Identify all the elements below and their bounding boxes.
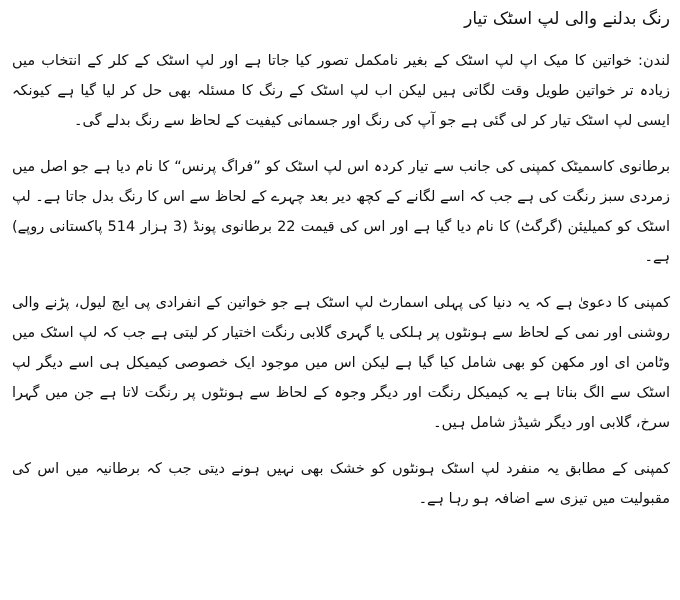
article	[12, 6, 670, 530]
article-paragraph-3: کمپنی کا دعویٰ ہے کہ یہ دنیا کی پہلی اسمارٹ لپ اسٹک ہے جو خواتین کے انفرادی پی ایچ لیول، پڑنے والی روشنی اور نمی کے لحاظ سے ہونٹوں پر ہلکی یا گہری گلابی رنگت اختیار کر لیتی ہے جب کہ لپ اسٹک میں وٹامن ای اور مکھن کو بھی شامل کیا گیا ہے لیکن اس میں موجود ایک خصوصی کیمیکل ہی اسے دیگر لپ اسٹک سے الگ بناتا ہے یہ کیمیکل رنگت اور دیگر وجوہ کے لحاظ سے ہونٹوں پر رنگت لاتا ہے جن میں گہرا سرخ، گلابی اور دیگر شیڈز شامل ہیں۔	[12, 295, 670, 431]
article-headline: رنگ بدلنے والی لپ اسٹک تیار	[464, 9, 670, 29]
article-paragraph-1: لندن: خواتین کا میک اپ لپ اسٹک کے بغیر نامکمل تصور کیا جاتا ہے اور لپ اسٹک کے کلر کے انتخاب میں زیادہ تر خواتین طویل وقت لگاتی ہیں لیکن اب لپ اسٹک کے رنگ کا مسئلہ بھی حل کر لیا گیا ہے کیونکہ ایسی لپ اسٹک تیار کر لی گئی ہے جو آپ کی رنگ اور جسمانی کیفیت کے لحاظ سے رنگ بدلے گی۔	[12, 53, 670, 129]
article-paragraph-4: کمپنی کے مطابق یہ منفرد لپ اسٹک ہونٹوں کو خشک بھی نہیں ہونے دیتی جب کہ برطانیہ میں اس کی مقبولیت میں تیزی سے اضافہ ہو رہا ہے۔	[12, 461, 670, 507]
article-paragraph-2: برطانوی کاسمیٹک کمپنی کی جانب سے تیار کردہ اس لپ اسٹک کو ”فراگ پرنس“ کا نام دیا ہے جو اصل میں زمردی سبز رنگت کی ہے جب کہ اسے لگانے کے کچھ دیر بعد چہرے کے لحاظ سے اس کا رنگ بدل جاتا ہے۔ لپ اسٹک کو کمیلیئن (گرگٹ) کا نام دیا گیا ہے اور اس کی قیمت 22 برطانوی پونڈ (3 ہزار 514 پاکستانی روپے) ہے۔	[12, 159, 671, 265]
